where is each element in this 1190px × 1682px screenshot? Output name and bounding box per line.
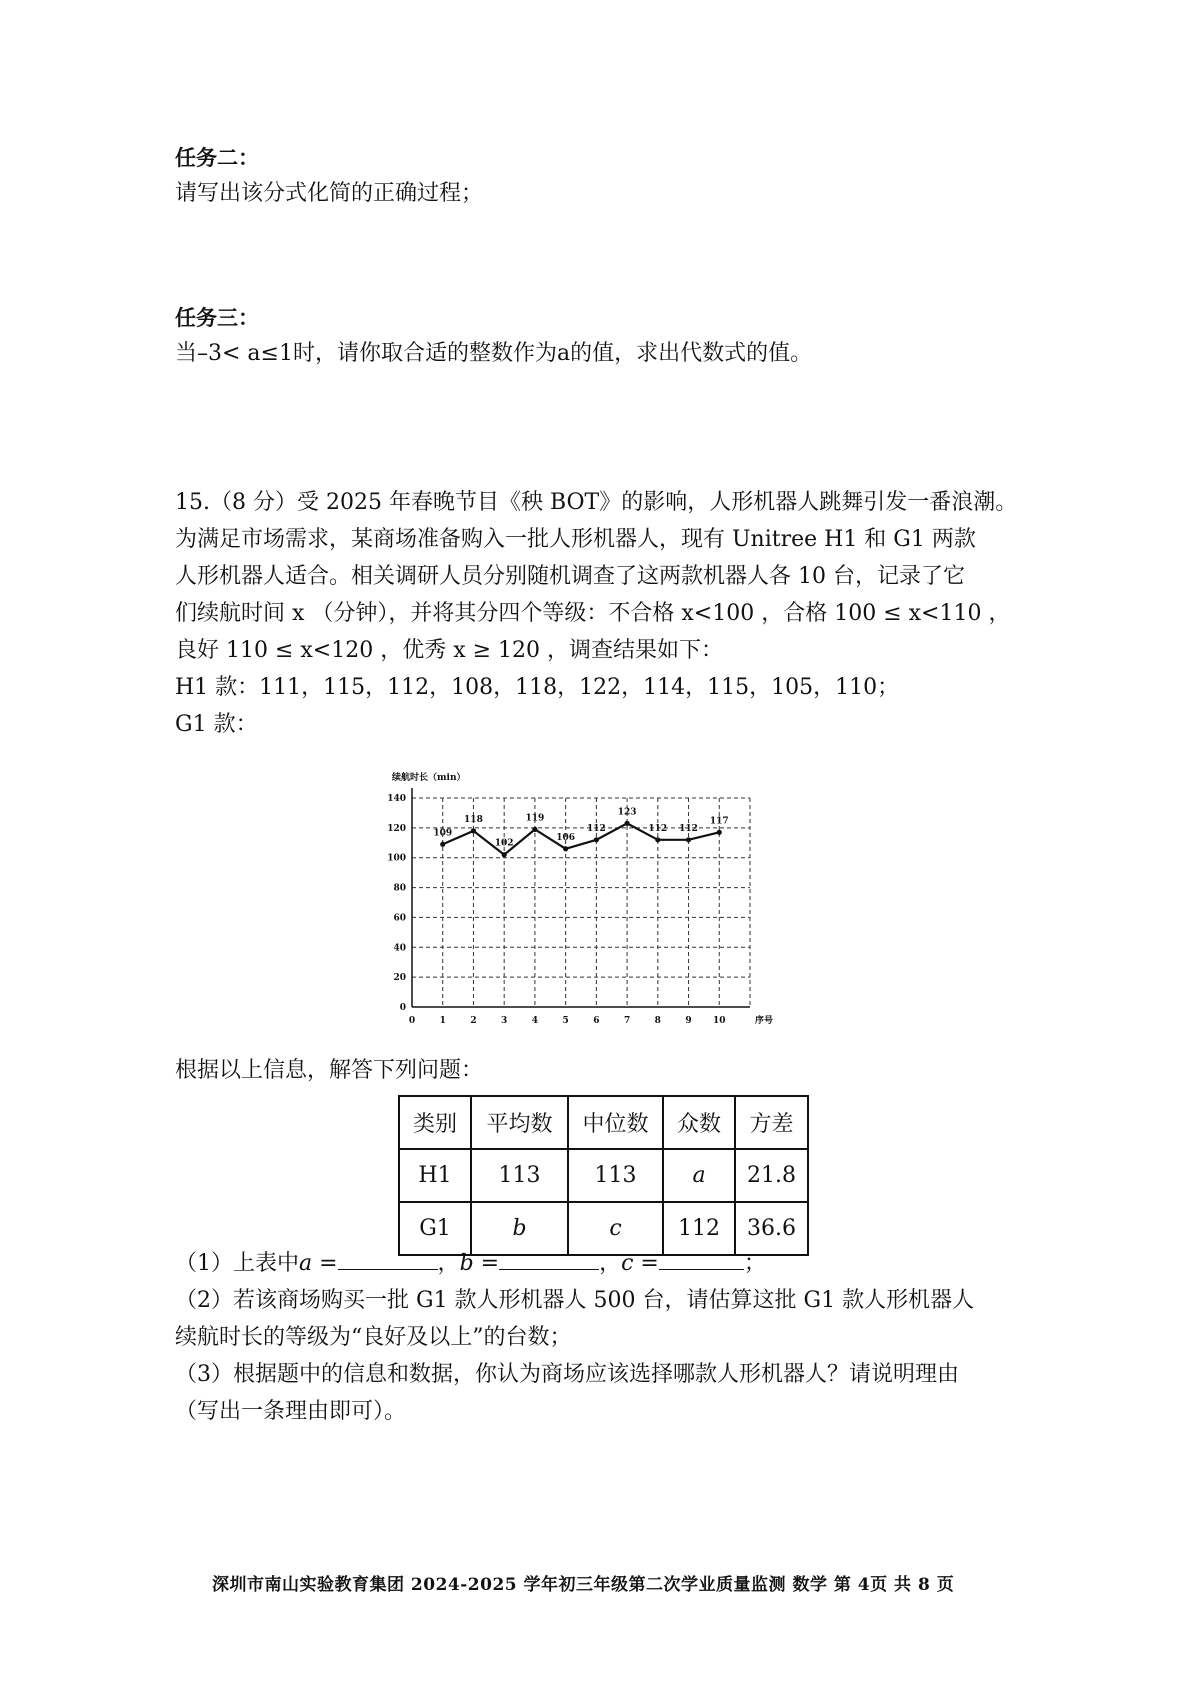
- y-tick-label: 60: [393, 913, 406, 924]
- data-point: [686, 837, 691, 842]
- table-cell: 36.6: [735, 1202, 808, 1255]
- x-tick-label: 6: [593, 1016, 600, 1026]
- x-tick-label: 0: [408, 1016, 416, 1026]
- sub1-end: ；: [743, 1251, 766, 1276]
- data-label: 106: [556, 832, 576, 843]
- q15-line-2: 为满足市场需求，某商场准备购入一批人形机器人，现有 Unitree H1 和 G1 两款: [175, 527, 976, 552]
- data-label: 123: [617, 807, 637, 818]
- x-axis-label: 序号: [754, 1016, 774, 1026]
- sub1-sep: ，: [599, 1251, 622, 1276]
- task2-section: [175, 140, 483, 212]
- q15-line-1: 15.（8 分）受 2025 年春晚节目《秧 BOT》的影响，人形机器人跳舞引发一番浪潮。: [175, 490, 1018, 515]
- table-header-cell: 众数: [663, 1096, 735, 1149]
- x-tick-label: 9: [685, 1016, 692, 1026]
- q15-line-3: 人形机器人适合。相关调研人员分别随机调查了这两款机器人各 10 台，记录了它: [175, 564, 965, 589]
- table-cell: c: [568, 1202, 663, 1255]
- table-cell: b: [471, 1202, 568, 1255]
- y-tick-label: 20: [393, 973, 406, 984]
- x-tick-label: 4: [531, 1016, 539, 1026]
- g1-endurance-chart: [385, 755, 825, 1035]
- sub3-line-2: （写出一条理由即可）。: [175, 1399, 407, 1424]
- sub-questions: [175, 1245, 1035, 1430]
- data-label: 119: [525, 813, 545, 824]
- q15-line-4: 们续航时间 x （分钟），并将其分四个等级：不合格 x<100 ，合格 100 ≤ x<110 ，: [175, 601, 1011, 626]
- task3-text: 当–3< a≤1时，请你取合适的整数作为a的值，求出代数式的值。: [175, 341, 813, 366]
- sub2-line-1: （2）若该商场购买一批 G1 款人形机器人 500 台，请估算这批 G1 款人形机器人: [175, 1288, 975, 1313]
- data-point: [532, 827, 537, 832]
- x-tick-label: 1: [439, 1016, 446, 1026]
- y-axis-label: 续航时长（min）: [392, 773, 466, 783]
- data-label: 112: [679, 823, 698, 834]
- data-point: [502, 852, 507, 857]
- table-row: [399, 1149, 808, 1202]
- q15-line-5: 良好 110 ≤ x<120 ，优秀 x ≥ 120 ，调查结果如下：: [175, 638, 724, 663]
- answer-blank-c[interactable]: [659, 1249, 744, 1270]
- data-point: [471, 828, 476, 833]
- data-point: [717, 830, 722, 835]
- data-label: 117: [709, 816, 729, 827]
- q15-line-7: G1 款：: [175, 712, 258, 737]
- x-tick-label: 5: [562, 1016, 569, 1026]
- q15-instruction-text: 根据以上信息，解答下列问题：: [175, 1058, 484, 1083]
- sub1-sep: ，: [437, 1251, 460, 1276]
- data-point: [624, 821, 629, 826]
- data-label: 118: [464, 814, 483, 825]
- data-label: 112: [648, 823, 668, 834]
- chart-svg: [385, 755, 825, 1035]
- sub1-a-label: a =: [299, 1251, 338, 1276]
- task2-text: 请写出该分式化简的正确过程；: [175, 181, 484, 206]
- x-tick-label: 3: [501, 1016, 508, 1026]
- task3-section: [175, 300, 812, 372]
- answer-blank-b[interactable]: [499, 1249, 599, 1270]
- table-cell: 113: [471, 1149, 568, 1202]
- sub1-prefix: （1）上表中: [175, 1251, 299, 1276]
- task3-title: 任务三：: [175, 306, 259, 330]
- data-point: [563, 846, 568, 851]
- y-tick-label: 120: [387, 823, 406, 834]
- sub1-c-label: c =: [621, 1251, 659, 1276]
- y-tick-label: 40: [393, 943, 406, 954]
- table-cell: 112: [663, 1202, 735, 1255]
- table-header-row: [399, 1096, 808, 1149]
- data-label: 109: [433, 828, 453, 839]
- y-tick-label: 100: [387, 853, 406, 864]
- data-label: 102: [494, 838, 514, 849]
- q15-instruction: [175, 1053, 483, 1089]
- table-cell: H1: [399, 1149, 471, 1202]
- sub2-line-2: 续航时长的等级为“良好及以上”的台数；: [175, 1325, 572, 1350]
- page-footer: 深圳市南山实验教育集团 2024-2025 学年初三年级第二次学业质量监测 数学 第 4页 共 8 页: [212, 1575, 955, 1595]
- data-label: 112: [586, 823, 606, 834]
- data-point: [440, 842, 445, 847]
- y-tick-label: 140: [387, 794, 406, 804]
- answer-blank-a[interactable]: [338, 1249, 438, 1270]
- x-tick-label: 7: [623, 1016, 631, 1026]
- table-cell: 113: [568, 1149, 663, 1202]
- task2-title: 任务二：: [175, 146, 259, 170]
- table-cell: G1: [399, 1202, 471, 1255]
- y-tick-label: 80: [393, 883, 406, 894]
- sub1-b-label: b =: [459, 1251, 500, 1276]
- table-header-cell: 平均数: [471, 1096, 568, 1149]
- table-header-cell: 中位数: [568, 1096, 663, 1149]
- x-tick-label: 10: [713, 1016, 726, 1026]
- x-tick-label: 8: [654, 1016, 661, 1026]
- data-point: [655, 837, 660, 842]
- x-tick-label: 2: [470, 1016, 477, 1026]
- data-point: [594, 837, 599, 842]
- table-header-cell: 方差: [735, 1096, 808, 1149]
- sub1-line: [175, 1245, 1035, 1282]
- stats-table: [398, 1095, 809, 1256]
- table-cell: 21.8: [735, 1149, 808, 1202]
- question-15: [175, 484, 1035, 743]
- table-header-cell: 类别: [399, 1096, 471, 1149]
- table-cell: a: [663, 1149, 735, 1202]
- y-tick-label: 0: [399, 1003, 406, 1013]
- sub3-line-1: （3）根据题中的信息和数据，你认为商场应该选择哪款人形机器人？请说明理由: [175, 1362, 959, 1387]
- q15-line-6: H1 款：111，115，112，108，118，122，114，115，105，110；: [175, 675, 900, 700]
